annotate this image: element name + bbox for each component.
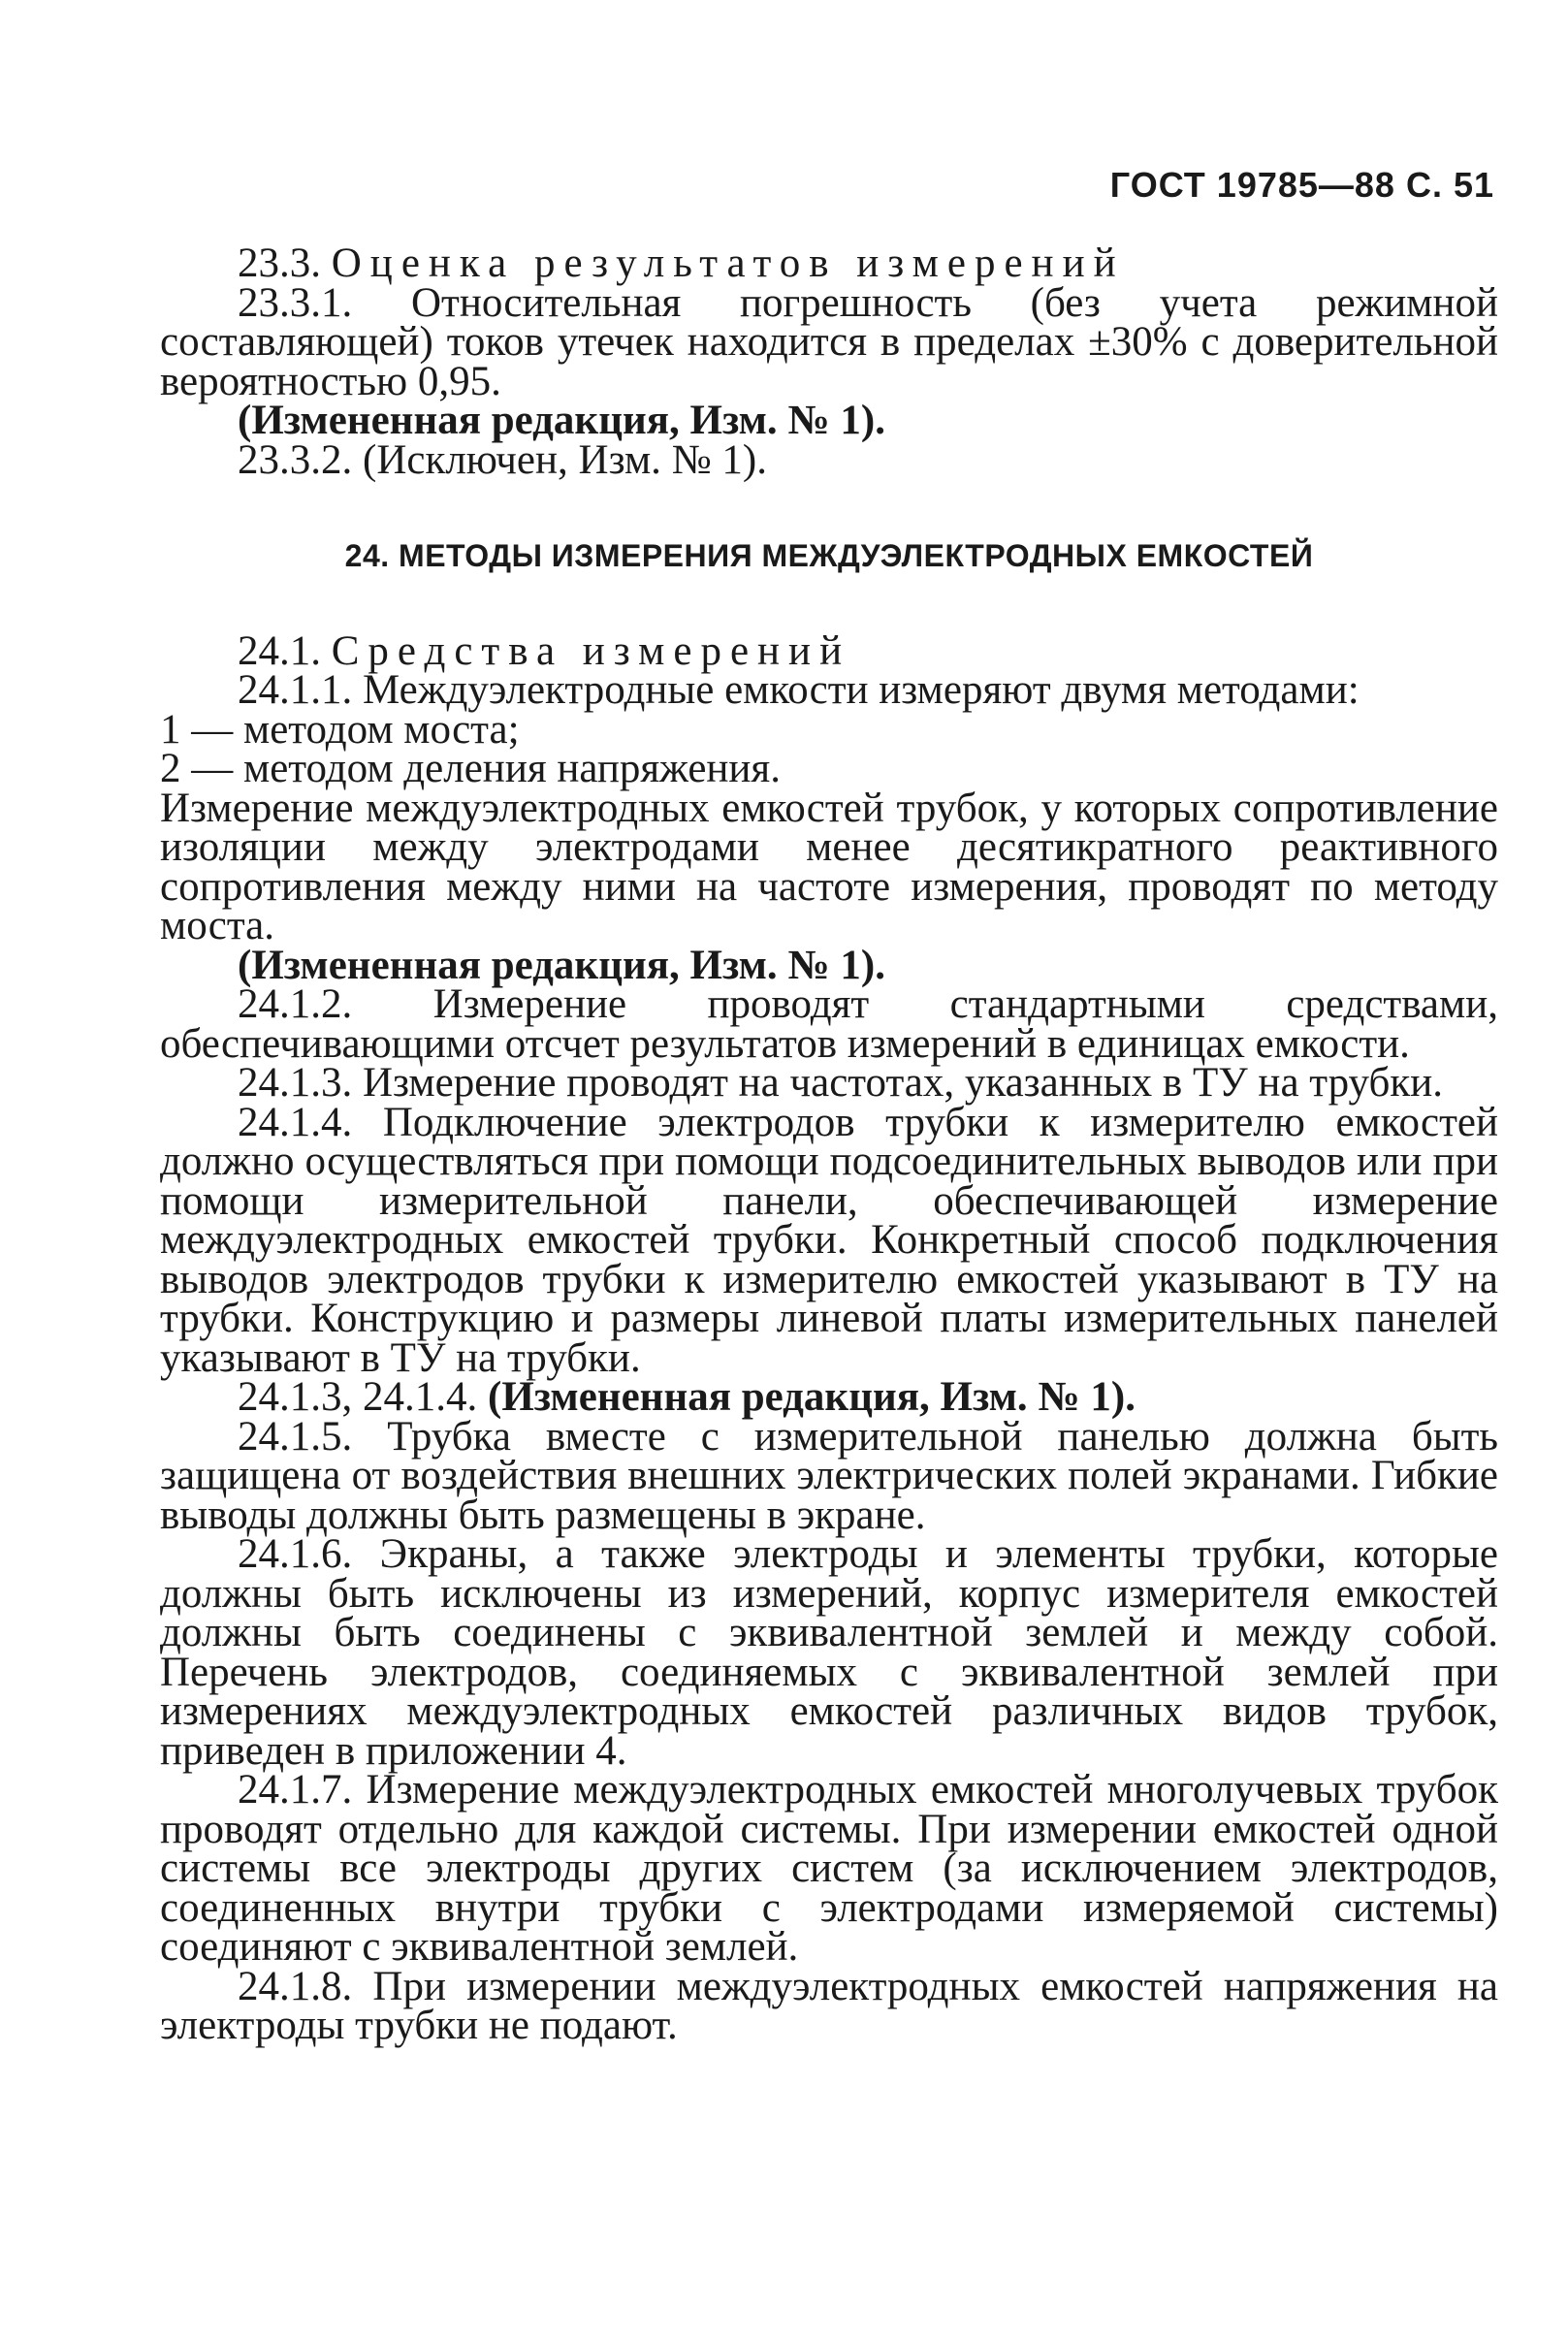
- paragraph-23-3-1: 23.3.1. Относительная погрешность (без учета режимной составляющей) токов утечек находится в пределах ±30% с доверительной вероятностью 0,95.: [160, 279, 1498, 404]
- section-heading-24: 24. МЕТОДЫ ИЗМЕРЕНИЯ МЕЖДУЭЛЕКТРОДНЫХ ЕМКОСТЕЙ: [344, 538, 1314, 573]
- paragraph-24-1-3: 24.1.3. Измерение проводят на частотах, указанных в ТУ на трубки.: [238, 1060, 1443, 1106]
- paragraph-24-1-4: 24.1.4. Подключение электродов трубки к измерителю емкостей должно осуществляться при помощи подсоединительных выводов или при помощи измерительной панели, обеспечивающей измерение междуэлектродных емкостей трубки. Конкретный способ подключения выводов электродов трубки к измерителю емкостей указывают в ТУ на трубки. Конструкцию и размеры линевой платы измерительных панелей указывают в ТУ на трубки.: [160, 1099, 1498, 1381]
- running-header: ГОСТ 19785—88 С. 51: [1109, 165, 1494, 205]
- subsection-title-23-3: [160, 241, 1498, 286]
- subsection-title-24-1: [160, 627, 1498, 674]
- list-item-method-1: 1 — методом моста;: [160, 706, 520, 753]
- subsection-number: 24.1.: [238, 627, 332, 674]
- paragraph-24-1-1: 24.1.1. Междуэлектродные емкости измеряют двумя методами:: [238, 667, 1360, 713]
- paragraph-24-1-2: 24.1.2. Измерение проводят стандартными средствами, обеспечивающими отсчет результатов измерений в единицах емкости.: [160, 981, 1498, 1067]
- subsection-text: Оценка результатов измерений: [331, 241, 1125, 286]
- paragraph-bridge-method: Измерение междуэлектродных емкостей трубок, у которых сопротивление изоляции между электродами менее десятикратного реактивного сопротивления между ними на частоте измерения, проводят по методу моста.: [160, 785, 1498, 948]
- paragraph-24-1-5: 24.1.5. Трубка вместе с измерительной панелью должна быть защищена от воздействия внешних электрических полей экранами. Гибкие выводы должны быть размещены в экране.: [160, 1413, 1498, 1538]
- subsection-number: 23.3.: [238, 241, 332, 286]
- paragraph-24-1-6: 24.1.6. Экраны, а также электроды и элементы трубки, которые должны быть исключены из измерений, корпус измерителя емкостей должны быть соединены с эквивалентной землей и между собой. Перечень электродов, соединяемых с эквивалентной землей при измерениях междуэлектродных емкостей различных видов трубок, приведен в приложении 4.: [160, 1531, 1498, 1774]
- paragraph-24-1-7: 24.1.7. Измерение междуэлектродных емкостей многолучевых трубок проводят отдельно для каждой системы. При измерении емкостей одной системы все электроды других систем (за исключением электродов, соединенных внутри трубки с электродами измеряемой системы) соединяют с эквивалентной землей.: [160, 1767, 1498, 1970]
- page-body: [160, 241, 1498, 2048]
- amendment-note: (Измененная редакция, Изм. № 1).: [238, 942, 885, 988]
- subsection-text: Средства измерений: [331, 627, 851, 674]
- list-item-method-2: 2 — методом деления напряжения.: [160, 746, 781, 791]
- amendment-note: (Измененная редакция, Изм. № 1).: [488, 1374, 1136, 1420]
- paragraph-24-1-8: 24.1.8. При измерении междуэлектродных емкостей напряжения на электроды трубки не подают.: [160, 1963, 1498, 2048]
- amendment-note: (Измененная редакция, Изм. № 1).: [238, 398, 885, 443]
- amendment-line-24-1-3-4: [160, 1374, 1498, 1420]
- paragraph-23-3-2: 23.3.2. (Исключен, Изм. № 1).: [238, 436, 768, 483]
- amendment-prefix: 24.1.3, 24.1.4.: [238, 1374, 488, 1420]
